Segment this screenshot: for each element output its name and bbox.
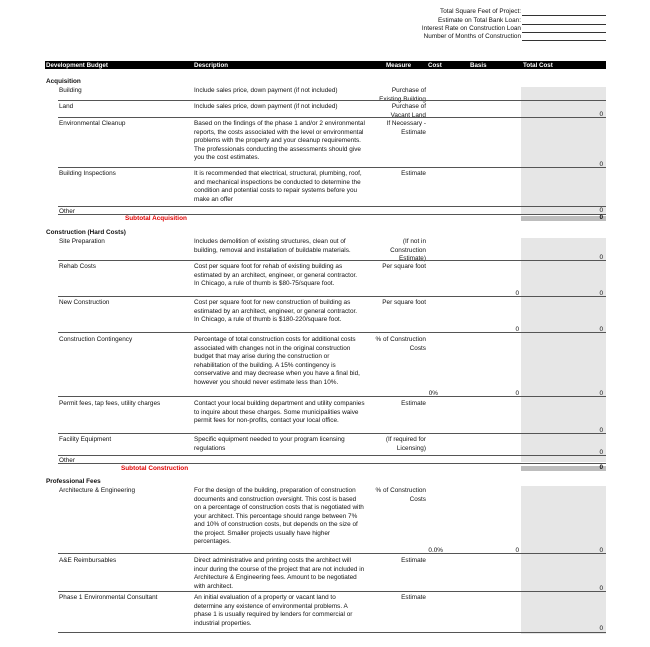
- row-arch-pct[interactable]: 0.0%: [428, 547, 443, 554]
- row-contingency-total[interactable]: 0: [599, 390, 603, 397]
- row-reimb-label: A&E Reimbursables: [59, 557, 117, 564]
- subtotal-construction-label: Subtotal Construction: [121, 465, 189, 472]
- section-professional: Professional Fees: [46, 478, 101, 485]
- row-newc-cost[interactable]: 0: [515, 326, 519, 333]
- row-facility-rule: [58, 455, 606, 456]
- row-site-total[interactable]: 0: [599, 254, 603, 261]
- row-env-label: Phase 1 Environmental Consultant: [59, 594, 158, 601]
- row-site-rule: [58, 260, 606, 261]
- row-con-other-label: Other: [59, 457, 75, 464]
- row-acq-other-label: Other: [59, 208, 75, 215]
- row-permit-desc: Contact your local building department and utility companies to inquire about these charges. Some municipalities waive permit fees for non-profits, contact your local office.: [194, 400, 365, 424]
- section-acquisition: Acquisition: [46, 78, 81, 85]
- row-inspections-measure: Estimate: [401, 170, 426, 177]
- total-sqft-label: Total Square Feet of Project:: [440, 8, 521, 15]
- row-arch-label: Architecture & Engineering: [59, 487, 136, 494]
- row-reimb-rule: [58, 591, 606, 592]
- row-con-other-rule: [58, 463, 606, 464]
- row-site-measure: (If not in Construction Estimate): [390, 238, 426, 262]
- bank-loan-field[interactable]: [522, 17, 606, 25]
- row-inspections-rule: [58, 206, 606, 207]
- row-cleanup-measure: If Necessary - Estimate: [386, 120, 426, 136]
- row-arch-cost[interactable]: 0: [515, 547, 519, 554]
- interest-rate-label: Interest Rate on Construction Loan: [421, 25, 521, 32]
- row-env-rule: [58, 632, 606, 633]
- col-description: Description: [194, 61, 229, 69]
- interest-rate-field[interactable]: [522, 25, 606, 33]
- row-arch-total[interactable]: 0: [599, 547, 603, 554]
- row-land-label: Land: [59, 103, 74, 110]
- row-arch-rule: [58, 553, 606, 554]
- col-basis: Basis: [470, 61, 487, 69]
- row-rehab-rule: [58, 296, 606, 297]
- col-budget: Development Budget: [46, 61, 108, 69]
- row-newc-rule: [58, 332, 606, 333]
- row-land-rule: [58, 117, 606, 118]
- row-rehab-cost[interactable]: 0: [515, 290, 519, 297]
- row-site-desc: Includes demolition of existing structures, clean out of building, removal and installation of buildable materials.: [194, 238, 351, 254]
- row-cleanup-rule: [58, 167, 606, 168]
- row-newc-label: New Construction: [59, 299, 110, 306]
- column-header-bar: [45, 61, 606, 69]
- row-reimb-desc: Direct administrative and printing costs the architect will incur during the course of the project that are not included in Architecture & Engineering fees. Amount to be negotiated with architect.: [194, 557, 365, 590]
- subtotal-construction-value: 0: [599, 464, 603, 471]
- row-env-desc: An initial evaluation of a property or vacant land to determine any existence of environmental problems. A phase 1 is usually required by lenders for commercial or industrial properties.: [194, 594, 353, 627]
- row-land-measure: Purchase of Vacant Land: [390, 103, 426, 119]
- row-inspections-label: Building Inspections: [59, 170, 116, 177]
- row-cleanup-desc: Based on the findings of the phase 1 and/or 2 environmental reports, the costs associated with the level or environmental problems with the property and your cleanup requirements. The professionals conducting the assessments should give you the cost estimates.: [194, 120, 365, 161]
- row-contingency-rule: [58, 396, 606, 397]
- row-rehab-measure: Per square foot: [382, 263, 426, 270]
- row-permit-label: Permit fees, tap fees, utility charges: [59, 400, 161, 407]
- section-construction: Construction (Hard Costs): [46, 229, 126, 236]
- total-column-shade-con: [521, 238, 606, 462]
- col-measure: Measure: [386, 61, 412, 69]
- row-reimb-total[interactable]: 0: [599, 585, 603, 592]
- row-site-label: Site Preparation: [59, 238, 105, 245]
- row-contingency-cost[interactable]: 0: [515, 390, 519, 397]
- row-building-label: Building: [59, 87, 82, 94]
- row-land-desc: Include sales price, down payment (if not included): [194, 103, 338, 110]
- col-cost: Cost: [428, 61, 442, 69]
- row-rehab-label: Rehab Costs: [59, 263, 96, 270]
- subtotal-construction-bar: [521, 466, 606, 471]
- bank-loan-label: Estimate on Total Bank Loan:: [437, 17, 521, 24]
- row-newc-desc: Cost per square foot for new construction of building as estimated by an architect, engineer, or general contractor. In Chicago, a rule of thumb is $180-220/square foot.: [194, 299, 358, 323]
- row-rehab-desc: Cost per square foot for rehab of existing building as estimated by an architect, engineer, or general contractor. In Chicago, a rule of thumb is $80-75/square foot.: [194, 263, 358, 287]
- row-facility-desc: Specific equipment needed to your program licensing regulations: [194, 436, 345, 452]
- row-inspections-desc: It is recommended that electrical, structural, plumbing, roof, and mechanical inspections be conducted to determine the condition and potential costs to repair systems before you make an offer: [194, 170, 362, 203]
- row-building-rule: [58, 100, 606, 101]
- row-newc-measure: Per square foot: [382, 299, 426, 306]
- row-permit-rule: [58, 433, 606, 434]
- row-facility-total[interactable]: 0: [599, 449, 603, 456]
- row-env-total[interactable]: 0: [599, 625, 603, 632]
- total-column-shade-acq: [521, 87, 606, 214]
- months-field[interactable]: [522, 33, 606, 41]
- row-arch-measure: % of Construction Costs: [375, 487, 426, 503]
- row-cleanup-label: Environmental Cleanup: [59, 120, 126, 127]
- row-contingency-pct[interactable]: 0%: [428, 390, 438, 397]
- row-contingency-label: Construction Contingency: [59, 336, 133, 343]
- row-contingency-measure: % of Construction Costs: [375, 336, 426, 352]
- total-sqft-field[interactable]: [522, 8, 606, 16]
- subtotal-acquisition-bar: [521, 216, 606, 221]
- row-building-desc: Include sales price, down payment (if not included): [194, 87, 338, 94]
- months-label: Number of Months of Construction: [423, 33, 521, 40]
- row-newc-total[interactable]: 0: [599, 326, 603, 333]
- row-cleanup-total[interactable]: 0: [599, 161, 603, 168]
- row-reimb-measure: Estimate: [401, 557, 426, 564]
- row-land-total[interactable]: 0: [599, 111, 603, 118]
- row-building-measure: Purchase of Existing Building: [379, 87, 426, 103]
- row-env-measure: Estimate: [401, 594, 426, 601]
- row-acq-other-total[interactable]: 0: [599, 207, 603, 214]
- row-permit-measure: Estimate: [401, 400, 426, 407]
- row-facility-measure: (If required for Licensing): [385, 436, 426, 452]
- row-rehab-total[interactable]: 0: [599, 290, 603, 297]
- row-contingency-desc: Percentage of total construction costs for additional costs associated with changes not in the original construction budget that may arise during the construction or rehabilitation of the building. A 15% contingency is conservative and may decrease when you have a final bid, however you should never estimate less than 10%.: [194, 336, 360, 386]
- subtotal-acquisition-value: 0: [599, 214, 603, 221]
- total-column-shade-prof: [521, 486, 606, 634]
- row-arch-desc: For the design of the building, preparation of construction documents and construction oversight. This cost is based on a percentage of construction costs that is negotiated with your architect. This percentage should range between 7% and 10% of construction costs, but depends on the size of the project. Smaller projects usually have higher percentages.: [194, 487, 364, 545]
- row-facility-label: Facility Equipment: [59, 436, 112, 443]
- col-total: Total Cost: [523, 61, 553, 69]
- subtotal-acquisition-label: Subtotal Acquisition: [125, 215, 187, 222]
- row-permit-total[interactable]: 0: [599, 427, 603, 434]
